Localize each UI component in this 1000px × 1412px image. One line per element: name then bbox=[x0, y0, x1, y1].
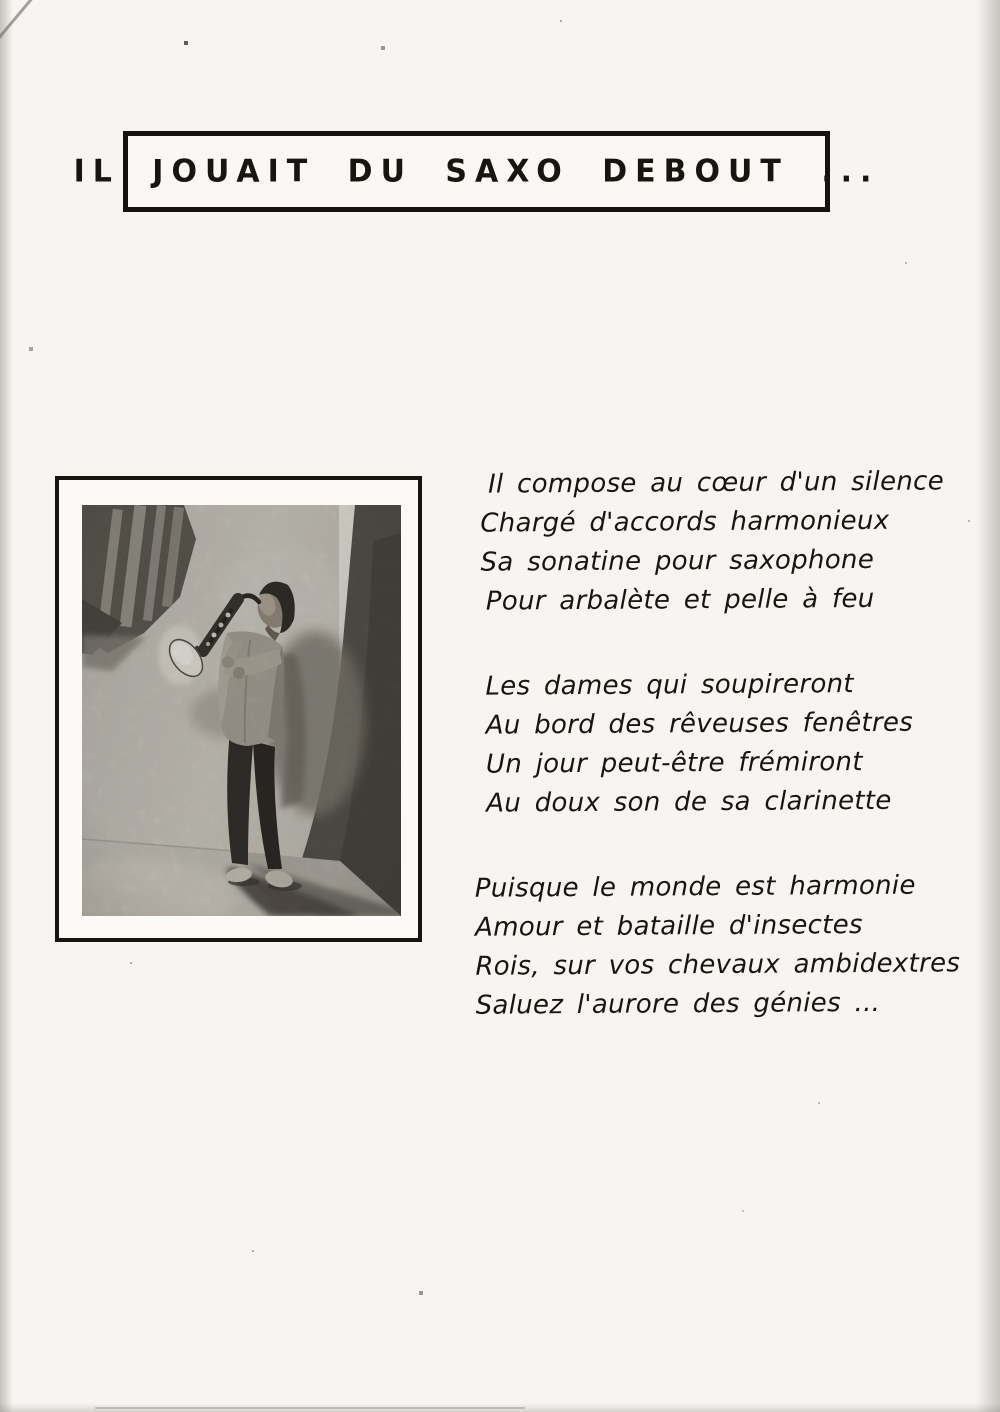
poem-line: Un jour peut-être frémiront bbox=[485, 747, 863, 780]
poem bbox=[474, 462, 961, 1071]
scan-speckles bbox=[0, 0, 2, 2]
scan-bottom-line bbox=[95, 1407, 525, 1409]
saxophone-player-photo bbox=[82, 505, 401, 916]
poem-line: Chargé d'accords harmonieux bbox=[480, 505, 890, 539]
poem-line: Puisque le monde est harmonie bbox=[474, 870, 916, 904]
poem-stanza-3 bbox=[475, 866, 961, 1025]
poem-line: Rois, sur vos chevaux ambidextres bbox=[475, 948, 961, 982]
scan-edge-right bbox=[976, 0, 1000, 1412]
poem-line: Pour arbalète et pelle à feu bbox=[485, 583, 875, 617]
poem-line: Saluez l'aurore des génies ... bbox=[475, 987, 881, 1021]
poem-stanza-2 bbox=[481, 664, 959, 823]
photo-frame bbox=[55, 476, 422, 942]
scan-edge-left bbox=[0, 0, 13, 1412]
poem-stanza-1 bbox=[480, 462, 958, 621]
poem-line: Il compose au cœur d'un silence bbox=[487, 466, 945, 500]
poem-line: Sa sonatine pour saxophone bbox=[480, 544, 875, 578]
page-title: IL JOUAIT DU SAXO DEBOUT ... bbox=[73, 153, 880, 190]
poem-line: Au doux son de sa clarinette bbox=[486, 785, 892, 819]
poem-line: Amour et bataille d'insectes bbox=[475, 910, 863, 943]
poem-line: Les dames qui soupireront bbox=[485, 669, 854, 702]
poem-line: Au bord des rêveuses fenêtres bbox=[485, 707, 914, 741]
title-box bbox=[73, 131, 880, 212]
